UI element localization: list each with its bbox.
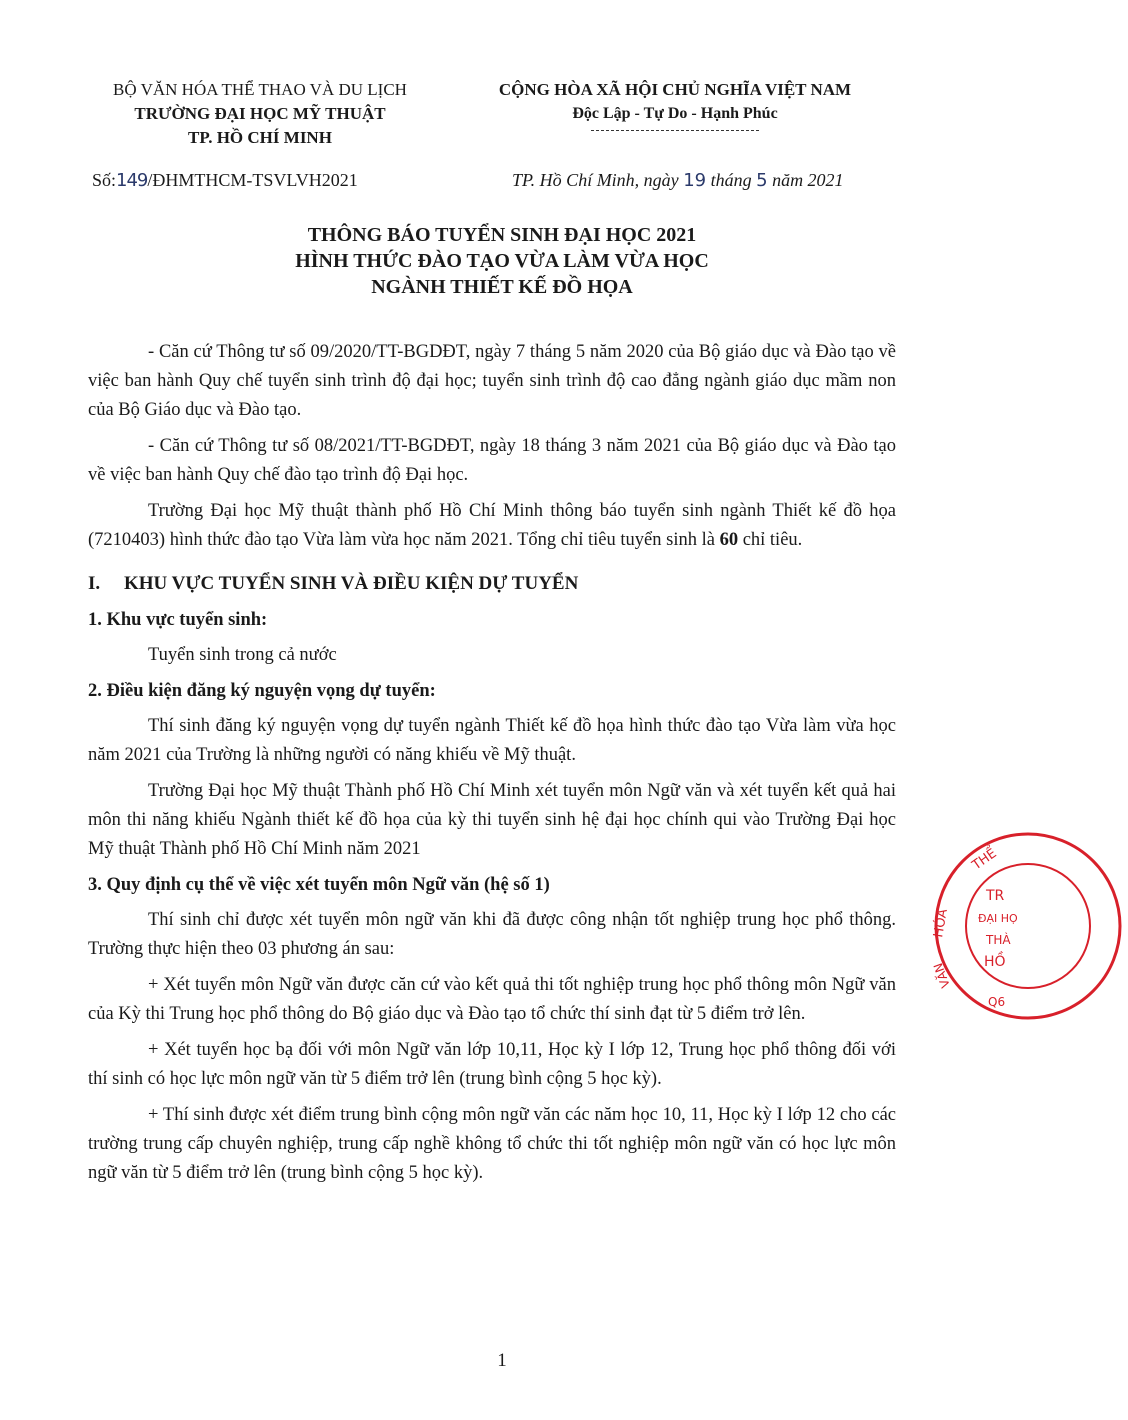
subsection-heading-2: 2. Điều kiện đăng ký nguyện vọng dự tuyển: <box>88 681 436 701</box>
doc-number-suffix: /ĐHMTHCM-TSVLVH2021 <box>147 170 358 190</box>
section-heading <box>88 569 896 598</box>
date-line <box>512 170 844 191</box>
official-seal-stamp <box>928 826 1128 1026</box>
subsection-3-option-1: + Xét tuyển môn Ngữ văn được căn cứ vào kết quả thi tốt nghiệp trung học phổ thông môn Ngữ văn của Kỳ thi Trung học phổ thông do Bộ giáo dục và Đào tạo tổ chức thí sinh đạt từ 5 điểm trở lên. <box>88 975 896 1024</box>
document-number <box>92 170 358 191</box>
title-line3: NGÀNH THIẾT KẾ ĐỒ HỌA <box>371 276 633 298</box>
document-body <box>88 338 896 1188</box>
section-number: I. <box>88 573 101 594</box>
country-name: CỘNG HÒA XÃ HỘI CHỦ NGHĨA VIỆT NAM <box>498 80 852 99</box>
school-name-line1: TRƯỜNG ĐẠI HỌC MỸ THUẬT <box>134 104 386 123</box>
motto-underline <box>591 130 759 131</box>
svg-text:ĐẠI HỌ: ĐẠI HỌ <box>978 912 1018 925</box>
section-title: KHU VỰC TUYỂN SINH VÀ ĐIỀU KIỆN DỰ TUYỂN <box>124 573 579 594</box>
date-year: năm 2021 <box>772 170 844 190</box>
legal-basis-1: - Căn cứ Thông tư số 09/2020/TT-BGDĐT, ngày 7 tháng 5 năm 2020 của Bộ giáo dục và Đào tạo về việc ban hành Quy chế tuyển sinh trình độ đại học; tuyển sinh trình độ cao đẳng ngành giáo dục mầm non của Bộ Giáo dục và Đào tạo. <box>88 342 896 420</box>
announcement-text-a: Trường Đại học Mỹ thuật thành phố Hồ Chí Minh thông báo tuyển sinh ngành Thiết kế đồ họa (7210403) hình thức đào tạo Vừa làm vừa học năm 2021. Tổng chỉ tiêu tuyển sinh là <box>88 501 896 550</box>
subsection-3-option-2: + Xét tuyển học bạ đối với môn Ngữ văn lớp 10,11, Học kỳ I lớp 12, Trung học phổ thông đối với thí sinh có học lực môn ngữ văn từ 5 điểm trở lên (trung bình cộng 5 học kỳ). <box>88 1040 896 1089</box>
date-day-handwritten: 19 <box>683 170 707 191</box>
date-place: TP. Hồ Chí Minh, ngày <box>512 170 679 190</box>
doc-number-prefix: Số: <box>92 170 117 190</box>
svg-text:THỂ: THỂ <box>969 846 1000 874</box>
subsection-3-option-3: + Thí sinh được xét điểm trung bình cộng môn ngữ văn các năm học 10, 11, Học kỳ I lớp 12 cho các trường trung cấp chuyên nghiệp, trung cấp nghề không tổ chức thi tốt nghiệp môn ngữ văn có học lực môn ngữ văn từ 5 điểm trở lên (trung bình cộng 5 học kỳ). <box>88 1105 896 1183</box>
svg-text:THÀ: THÀ <box>986 933 1011 947</box>
school-name-line2: TP. HỒ CHÍ MINH <box>188 128 332 147</box>
national-motto: Độc Lập - Tự Do - Hạnh Phúc <box>572 105 778 122</box>
subsection-2-paragraph-1: Thí sinh đăng ký nguyện vọng dự tuyển ngành Thiết kế đồ họa hình thức đào tạo Vừa làm vừa học năm 2021 của Trường là những người có năng khiếu về Mỹ thuật. <box>88 716 896 765</box>
svg-text:TR: TR <box>986 888 1005 904</box>
legal-basis-2: - Căn cứ Thông tư số 08/2021/TT-BGDĐT, ngày 18 tháng 3 năm 2021 của Bộ giáo dục và Đào tạo về việc ban hành Quy chế đào tạo trình độ Đại học. <box>88 436 896 485</box>
document-title <box>0 222 1004 300</box>
quota-number: 60 <box>719 530 739 550</box>
title-line2: HÌNH THỨC ĐÀO TẠO VỪA LÀM VỪA HỌC <box>295 250 709 272</box>
subsection-3-paragraph-1: Thí sinh chỉ được xét tuyển môn ngữ văn khi đã được công nhận tốt nghiệp trung học phổ thông. Trường thực hiện theo 03 phương án sau: <box>88 910 896 959</box>
title-line1: THÔNG BÁO TUYỂN SINH ĐẠI HỌC 2021 <box>307 224 697 246</box>
subsection-1-text: Tuyển sinh trong cả nước <box>148 645 337 665</box>
date-month-handwritten: 5 <box>756 170 768 191</box>
svg-text:HỒ: HỒ <box>984 954 1006 970</box>
doc-number-handwritten: 149 <box>116 170 148 191</box>
announcement-text-b: chỉ tiêu. <box>738 530 803 550</box>
svg-text:Q6: Q6 <box>988 995 1006 1009</box>
national-motto-block <box>460 78 890 131</box>
svg-text:VĂN: VĂN <box>930 961 953 990</box>
subsection-2-paragraph-2: Trường Đại học Mỹ thuật Thành phố Hồ Chí Minh xét tuyển môn Ngữ văn và xét tuyển kết quả hai môn thi năng khiếu Ngành thiết kế đồ họa của kỳ thi tuyển sinh hệ đại học chính qui vào Trường Đại học Mỹ thuật Thành phố Hồ Chí Minh năm 2021 <box>88 781 896 859</box>
ministry-name: BỘ VĂN HÓA THỂ THAO VÀ DU LỊCH <box>113 80 407 99</box>
subsection-heading-3: 3. Quy định cụ thể về việc xét tuyển môn Ngữ văn (hệ số 1) <box>88 875 550 895</box>
issuer-block <box>60 78 460 150</box>
subsection-heading-1: 1. Khu vực tuyển sinh: <box>88 610 268 630</box>
date-month-label: tháng <box>710 170 752 190</box>
page-number: 1 <box>497 1350 507 1371</box>
announcement-paragraph <box>88 497 896 555</box>
svg-text:HÓA: HÓA <box>931 907 951 939</box>
